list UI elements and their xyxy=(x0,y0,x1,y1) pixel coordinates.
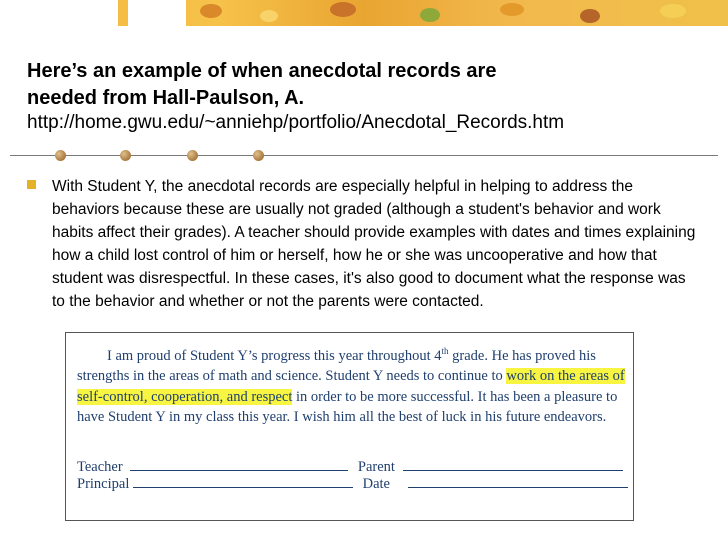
divider-dot xyxy=(253,150,264,161)
principal-label: Principal xyxy=(77,476,130,492)
teacher-label: Teacher xyxy=(77,459,123,475)
banner-leaf xyxy=(660,4,686,18)
bullet-text: With Student Y, the anecdotal records are especially helpful in helping to address the behaviors because these are usually not graded (although a student's behavior and work habits affect their grades). A teacher should provide examples with dates and times explaining how a child lost control of him or herself, how he or she was uncooperative and how that student was disrespectful. In these cases, it's also good to document what the response was to the behavior and whether or not the parents were contacted. xyxy=(52,178,696,310)
banner-leaf xyxy=(580,9,600,23)
report-card-comment xyxy=(65,332,634,521)
source-url: http://home.gwu.edu/~anniehp/portfolio/Anecdotal_Records.htm xyxy=(27,112,565,133)
signature-row-2 xyxy=(77,474,625,493)
banner-leaf xyxy=(330,2,356,17)
banner-leaf xyxy=(200,4,222,18)
banner-leaf xyxy=(500,3,524,16)
title-line-1: Here’s an example of when anecdotal records are xyxy=(27,60,497,82)
comment-text-1: I am proud of Student Y’s progress this year throughout 4 xyxy=(107,347,442,364)
parent-signature-line xyxy=(403,457,623,471)
comment-superscript: th xyxy=(441,346,449,356)
parent-label: Parent xyxy=(357,459,395,475)
divider-dot xyxy=(55,150,66,161)
banner-leaf xyxy=(260,10,278,22)
principal-signature-line xyxy=(133,474,353,488)
title-line-2: needed from Hall-Paulson, A. xyxy=(27,87,305,109)
bullet-icon xyxy=(27,180,36,189)
date-line xyxy=(408,474,628,488)
comment-paragraph xyxy=(77,341,625,428)
divider-line xyxy=(10,155,718,156)
divider-dot xyxy=(120,150,131,161)
divider-dot xyxy=(187,150,198,161)
banner-white-block xyxy=(0,0,118,26)
comment-text-2: grade. He has proved his strengths in the areas of math and science. Student Y needs to continue to xyxy=(77,347,596,385)
date-label: Date xyxy=(362,476,390,492)
slide-title xyxy=(27,58,496,112)
highlighted-text: work on the areas of self-control, cooperation, and respect xyxy=(77,368,625,405)
comment-text-3: in order to be more successful. It has been a pleasure to have Student Y in my class this year. I wish him all the best of luck in his future endeavors. xyxy=(77,388,618,426)
teacher-signature-line xyxy=(130,457,348,471)
banner-white-block xyxy=(128,0,186,26)
decorative-banner xyxy=(0,0,728,26)
banner-leaf xyxy=(420,8,440,22)
